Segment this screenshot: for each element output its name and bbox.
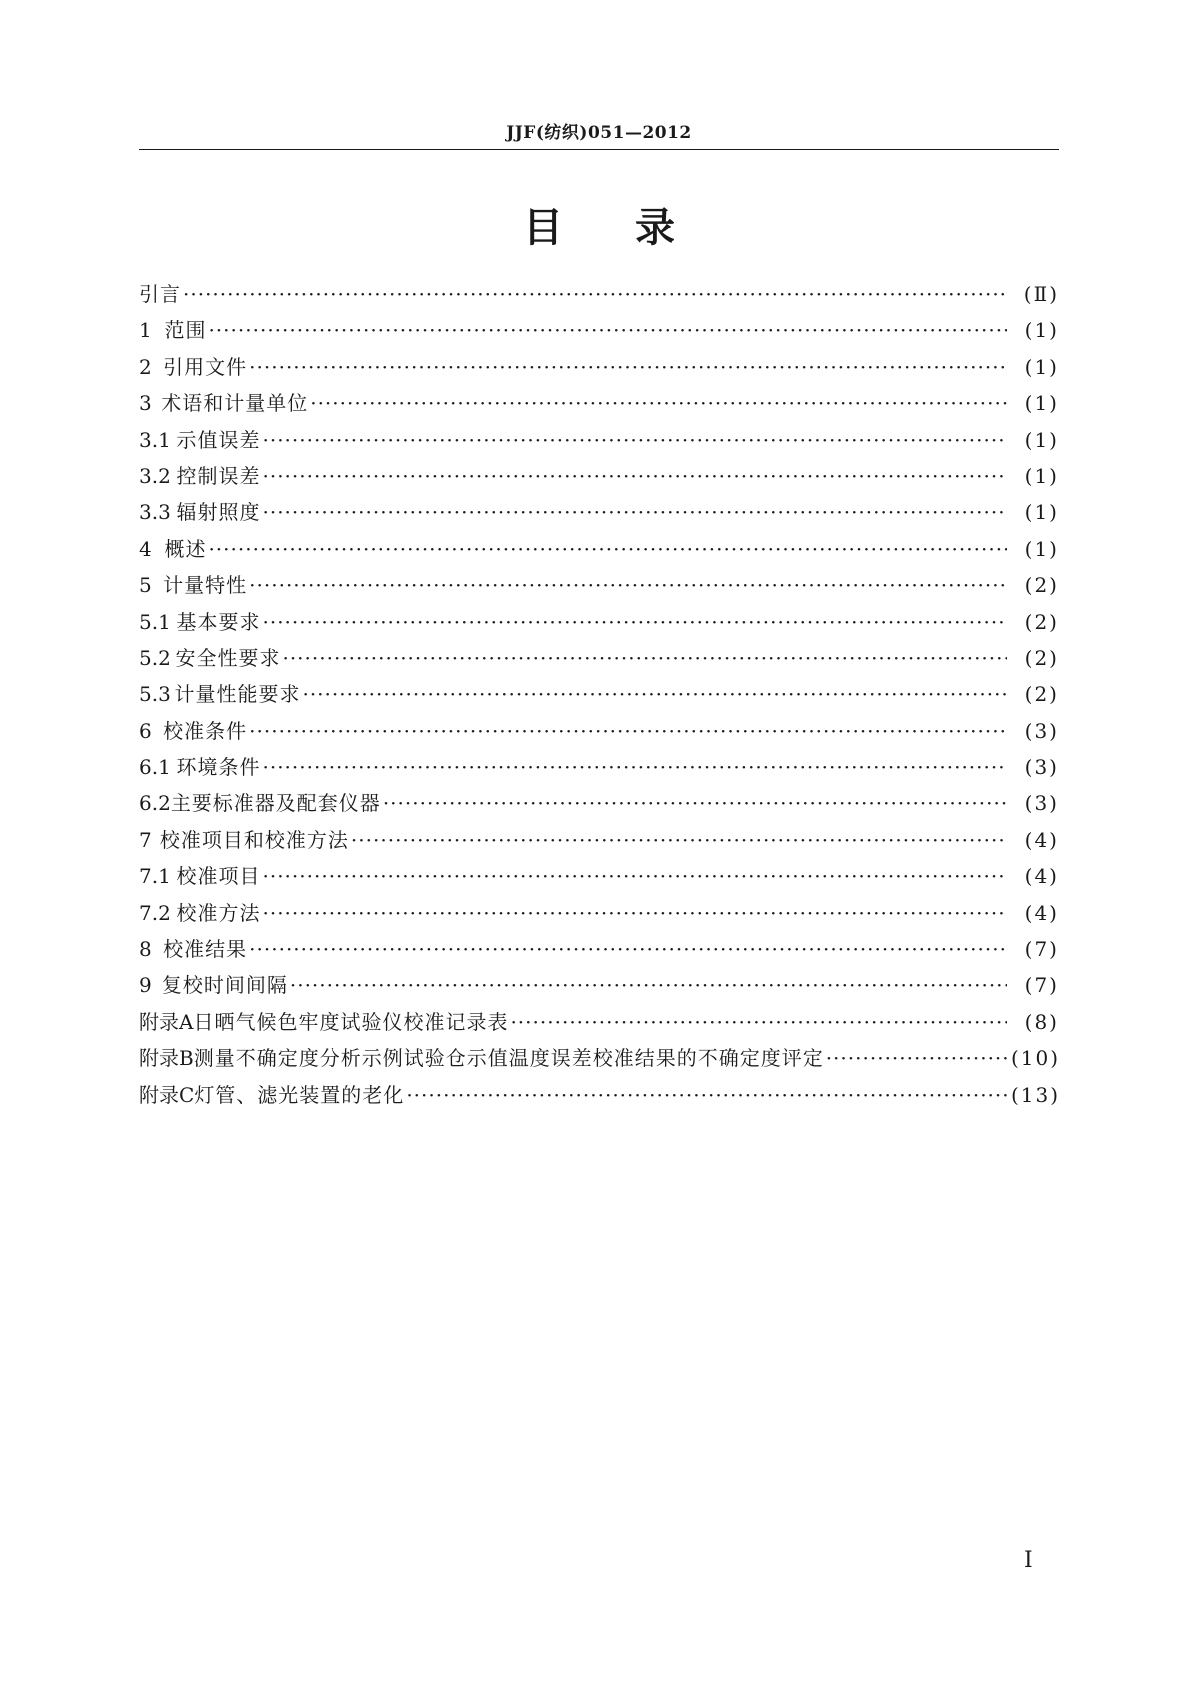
dot-leader (249, 573, 1007, 597)
toc-entry[interactable] (139, 824, 1059, 860)
toc-entry-label: 控制误差 (176, 463, 261, 488)
dot-leader (310, 391, 1007, 415)
toc-entry[interactable] (139, 569, 1059, 605)
toc-entry[interactable] (139, 678, 1059, 714)
dot-leader (208, 537, 1007, 561)
toc-entry-label: 复校时间间隔 (161, 973, 288, 998)
toc-entry-number: 9 (139, 973, 152, 998)
toc-entry-label: 术语和计量单位 (161, 391, 309, 416)
dot-leader (262, 428, 1007, 452)
toc-entry-page: (3) (1024, 791, 1059, 816)
toc-entry-number: 1 (139, 318, 152, 343)
standard-code-header: JJF(纺织)051—2012 (506, 123, 692, 143)
dot-leader (208, 318, 1007, 342)
toc-entry-number: 3.1 (139, 427, 171, 452)
dot-leader (351, 828, 1007, 852)
toc-entry-number: 5 (139, 573, 152, 598)
toc-entry-label: 计量性能要求 (174, 682, 301, 707)
toc-entry-number: 3.3 (139, 500, 171, 525)
toc-entry[interactable] (139, 969, 1059, 1005)
dot-leader (249, 719, 1007, 743)
toc-entry[interactable] (139, 933, 1059, 969)
toc-entry-number: 7.2 (139, 900, 171, 925)
toc-entry[interactable] (139, 314, 1059, 350)
dot-leader (826, 1046, 1007, 1070)
toc-entry-label: 引用文件 (163, 354, 248, 379)
dot-leader (262, 464, 1007, 488)
toc-entry-label: 概述 (164, 536, 207, 561)
toc-entry[interactable] (139, 387, 1059, 423)
toc-entry-label: 校准结果 (163, 937, 248, 962)
toc-entry-label: 校准项目 (176, 864, 261, 889)
dot-leader (282, 646, 1007, 670)
toc-entry-page: (2) (1024, 573, 1059, 598)
toc-entry-label: 环境条件 (176, 755, 261, 780)
toc-entry-label: 测量不确定度分析示例试验仓示值温度误差校准结果的不确定度评定 (193, 1046, 824, 1071)
toc-entry-page: (2) (1024, 645, 1059, 670)
toc-entry-number: 附录A (139, 1009, 194, 1034)
toc-entry[interactable] (139, 787, 1059, 823)
toc-entry[interactable] (139, 1042, 1059, 1078)
toc-entry-page: (7) (1024, 937, 1059, 962)
toc-entry-page: (4) (1024, 827, 1059, 852)
toc-entry-page: (Ⅱ) (1023, 282, 1059, 306)
toc-entry-label: 灯管、滤光装置的老化 (194, 1082, 405, 1107)
dot-leader (302, 682, 1007, 706)
toc-entry-number: 2 (139, 354, 152, 379)
toc-entry[interactable] (139, 424, 1059, 460)
toc-entry[interactable] (139, 606, 1059, 642)
dot-leader (249, 937, 1007, 961)
toc-entry-label: 校准条件 (163, 718, 248, 743)
table-of-contents (139, 278, 1059, 1115)
toc-entry[interactable] (139, 897, 1059, 933)
dot-leader (249, 355, 1007, 379)
toc-entry-label: 辐射照度 (176, 500, 261, 525)
toc-entry-number: 4 (139, 536, 152, 561)
dot-leader (262, 864, 1007, 888)
toc-entry-page: (1) (1024, 463, 1059, 488)
toc-entry[interactable] (139, 351, 1059, 387)
toc-entry[interactable] (139, 751, 1059, 787)
toc-entry-number: 3 (139, 391, 152, 416)
toc-entry-page: (1) (1024, 354, 1059, 379)
toc-entry[interactable] (139, 642, 1059, 678)
dot-leader (262, 610, 1007, 634)
toc-entry-label: 计量特性 (163, 573, 248, 598)
header-rule (139, 149, 1059, 150)
toc-entry[interactable] (139, 860, 1059, 896)
toc-entry-page: (1) (1024, 500, 1059, 525)
toc-entry-page: (7) (1024, 973, 1059, 998)
toc-entry-page: (4) (1024, 864, 1059, 889)
dot-leader (262, 500, 1007, 524)
toc-entry[interactable] (139, 278, 1059, 314)
dot-leader (183, 282, 1007, 306)
toc-entry-label: 安全性要求 (175, 645, 281, 670)
toc-entry-number: 8 (139, 937, 152, 962)
toc-entry-number: 6.1 (139, 755, 171, 780)
toc-entry-number: 附录B (139, 1046, 194, 1071)
toc-entry-page: (1) (1024, 391, 1059, 416)
toc-entry[interactable] (139, 460, 1059, 496)
toc-entry-page: (2) (1024, 609, 1059, 634)
page-title: 目录 (523, 205, 747, 251)
dot-leader (383, 791, 1007, 815)
dot-leader (406, 1083, 1007, 1107)
toc-entry-page: (3) (1024, 755, 1059, 780)
toc-entry-label: 示值误差 (176, 427, 261, 452)
toc-entry-number: 7 (139, 827, 152, 852)
toc-entry-number: 附录C (139, 1082, 195, 1107)
toc-entry-label: 校准方法 (176, 900, 261, 925)
toc-entry[interactable] (139, 496, 1059, 532)
toc-entry-number: 7.1 (139, 864, 171, 889)
dot-leader (510, 1010, 1007, 1034)
dot-leader (262, 755, 1007, 779)
toc-entry-label: 范围 (164, 318, 207, 343)
toc-entry-page: (1) (1024, 318, 1059, 343)
toc-entry[interactable] (139, 533, 1059, 569)
toc-entry-number: 5.2 (139, 645, 171, 670)
toc-entry-label: 日晒气候色牢度试验仪校准记录表 (193, 1009, 509, 1034)
toc-entry-page: (13) (1011, 1082, 1061, 1107)
toc-entry-label: 引言 (139, 282, 181, 306)
toc-entry-number: 3.2 (139, 463, 171, 488)
toc-entry-page: (1) (1024, 427, 1059, 452)
toc-entry-label: 校准项目和校准方法 (159, 827, 349, 852)
toc-entry-label: 主要标准器及配套仪器 (170, 791, 381, 816)
toc-entry-number: 6.2 (139, 791, 171, 816)
toc-entry-number: 6 (139, 718, 152, 743)
toc-entry-page: (2) (1024, 682, 1059, 707)
toc-entry-page: (4) (1024, 900, 1059, 925)
page-number: I (1024, 1548, 1033, 1573)
toc-entry-page: (8) (1024, 1009, 1059, 1034)
toc-entry-page: (10) (1011, 1046, 1061, 1071)
toc-entry-page: (3) (1024, 718, 1059, 743)
toc-entry-page: (1) (1024, 536, 1059, 561)
toc-entry[interactable] (139, 1079, 1059, 1115)
toc-entry[interactable] (139, 1006, 1059, 1042)
toc-entry-number: 5.1 (139, 609, 171, 634)
toc-entry-number: 5.3 (139, 682, 171, 707)
dot-leader (262, 901, 1007, 925)
toc-entry-label: 基本要求 (176, 609, 261, 634)
dot-leader (290, 973, 1007, 997)
toc-entry[interactable] (139, 715, 1059, 751)
